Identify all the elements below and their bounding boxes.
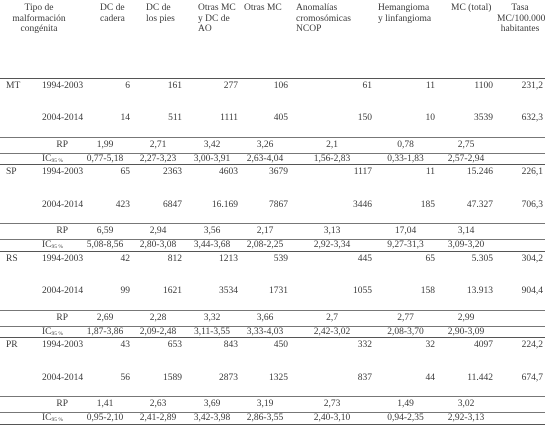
ic-value: 2,40-3,10 [290, 413, 374, 425]
rp-row [0, 310, 545, 326]
ic-subscript: 95 % [51, 417, 63, 424]
rp-value: 1,99 [78, 137, 132, 153]
ic-row [0, 326, 545, 338]
header-col-2: DC de los pies [132, 0, 184, 78]
value-cell: 11 [425, 167, 436, 178]
ic-label [40, 240, 78, 252]
value-cell: 445 [357, 253, 373, 264]
empty-cell [0, 224, 40, 240]
empty-cell [495, 224, 545, 240]
empty-cell [0, 413, 40, 425]
value-cell: 150 [357, 113, 373, 123]
value-cell: 3679 [269, 167, 289, 178]
ic-value: 2,27-3,23 [132, 153, 184, 165]
rp-value: 3,19 [240, 397, 290, 413]
empty-cell [0, 326, 40, 338]
ic-value: 2,41-2,89 [132, 413, 184, 425]
rp-value: 2,1 [290, 137, 374, 153]
value-cell: 158 [420, 286, 436, 297]
rp-value: 2,73 [290, 397, 374, 413]
ic-label [40, 413, 78, 425]
ic-value: 5,08-8,56 [78, 240, 132, 252]
header-col-4: Otras MC [240, 0, 290, 78]
value-cell: 332 [357, 340, 373, 351]
period-label: 1994-2003 [42, 340, 84, 351]
table-row [0, 338, 545, 367]
value-cell: 3539 [474, 113, 494, 123]
value-cell: 632,3 [521, 113, 544, 123]
value-cell: 450 [273, 340, 289, 351]
period-label: 2004-2014 [42, 372, 84, 383]
value-cell: 837 [357, 372, 373, 383]
rp-value: 1,41 [78, 397, 132, 413]
ic-value: 3,42-3,98 [184, 413, 240, 425]
table-body [0, 78, 545, 425]
value-cell: 6 [125, 80, 131, 91]
value-cell: 4097 [474, 340, 494, 351]
ic-value: 1,87-3,86 [78, 326, 132, 338]
period-label: 2004-2014 [42, 113, 84, 123]
ic-value: 3,09-3,20 [437, 240, 495, 252]
value-cell: 653 [167, 340, 183, 351]
ic-value: 1,56-2,83 [290, 153, 374, 165]
rp-value: 2,94 [132, 224, 184, 240]
value-cell: 161 [167, 80, 183, 91]
value-cell: 61 [362, 80, 373, 91]
rp-value: 17,04 [374, 224, 437, 240]
rp-value: 2,71 [132, 137, 184, 153]
rp-value: 6,59 [78, 224, 132, 240]
table-row [0, 280, 545, 310]
value-cell: 1213 [219, 253, 239, 264]
value-cell: 304,2 [521, 253, 544, 264]
value-cell: 423 [115, 199, 131, 210]
ic-value: 0,95-2,10 [78, 413, 132, 425]
region-label: SP [6, 167, 17, 178]
ic-value: 2,92-3,34 [290, 240, 374, 252]
table-row [0, 194, 545, 224]
value-cell: 185 [420, 199, 436, 210]
ic-subscript: 95 % [51, 157, 63, 164]
period-label: 1994-2003 [42, 253, 84, 264]
value-cell: 99 [120, 286, 131, 297]
value-cell: 1111 [220, 113, 239, 123]
ic-text: IC [42, 413, 52, 424]
header-col-8: Tasa MC/100.000 habitantes [495, 0, 545, 78]
ic-value: 0,94-2,35 [374, 413, 437, 425]
empty-cell [0, 397, 40, 413]
value-cell: 539 [273, 253, 289, 264]
header-type: Tipo de malformación congénita [0, 0, 78, 78]
header-col-5: Anomalías cromosómicas NCOP [290, 0, 374, 78]
rp-value: 2,28 [132, 310, 184, 326]
ic-label [40, 326, 78, 338]
region-label: PR [6, 340, 18, 351]
ic-value: 0,77-5,18 [78, 153, 132, 165]
ic-value: 2,86-3,55 [240, 413, 290, 425]
ic-value: 2,08-2,25 [240, 240, 290, 252]
value-cell: 1325 [269, 372, 289, 383]
ic-text: IC [42, 153, 52, 164]
ic-value: 2,90-3,09 [437, 326, 495, 338]
ic-label [40, 153, 78, 165]
rp-value: 3,69 [184, 397, 240, 413]
rp-value: 1,49 [374, 397, 437, 413]
value-cell: 1055 [353, 286, 373, 297]
rp-value: 3,32 [184, 310, 240, 326]
period-label: 2004-2014 [42, 286, 84, 297]
value-cell: 4603 [219, 167, 239, 178]
value-cell: 1731 [269, 286, 289, 297]
empty-cell [495, 397, 545, 413]
value-cell: 7867 [269, 199, 289, 210]
value-cell: 43 [120, 340, 131, 351]
header-col-6: Hemangioma y linfangioma [374, 0, 437, 78]
value-cell: 11 [425, 80, 436, 91]
region-label: MT [6, 80, 21, 91]
value-cell: 106 [273, 80, 289, 91]
empty-cell [0, 153, 40, 165]
rp-value: 0,78 [374, 137, 437, 153]
rp-value: 3,56 [184, 224, 240, 240]
ic-subscript: 95 % [51, 244, 63, 251]
value-cell: 13.913 [466, 286, 494, 297]
empty-cell [495, 240, 545, 252]
ic-value: 3,44-3,68 [184, 240, 240, 252]
ic-value: 9,27-31,3 [374, 240, 437, 252]
ic-value: 2,57-2,94 [437, 153, 495, 165]
rp-row [0, 397, 545, 413]
table-row [0, 107, 545, 137]
ic-value: 2,92-3,13 [437, 413, 495, 425]
ic-value: 2,80-3,08 [132, 240, 184, 252]
table-row [0, 165, 545, 194]
rp-value: 3,42 [184, 137, 240, 153]
rp-label: RP [40, 137, 78, 153]
period-label: 1994-2003 [42, 167, 84, 178]
ic-value: 3,33-4,03 [240, 326, 290, 338]
value-cell: 674,7 [521, 372, 544, 383]
rp-value: 3,02 [437, 397, 495, 413]
header-col-1: DC de cadera [78, 0, 132, 78]
ic-row [0, 240, 545, 252]
rp-label: RP [40, 310, 78, 326]
period-label: 1994-2003 [42, 80, 84, 91]
value-cell: 44 [425, 372, 436, 383]
rp-value: 3,26 [240, 137, 290, 153]
empty-cell [0, 240, 40, 252]
value-cell: 11.442 [467, 372, 494, 383]
value-cell: 2363 [163, 167, 183, 178]
rp-value: 3,13 [290, 224, 374, 240]
value-cell: 14 [120, 113, 131, 123]
rp-value: 2,63 [132, 397, 184, 413]
value-cell: 65 [425, 253, 436, 264]
value-cell: 843 [223, 340, 239, 351]
ic-row [0, 153, 545, 165]
value-cell: 5.305 [471, 253, 494, 264]
table-row [0, 367, 545, 397]
value-cell: 47.327 [466, 199, 494, 210]
rp-value: 3,14 [437, 224, 495, 240]
ic-value: 0,33-1,83 [374, 153, 437, 165]
table-row [0, 251, 545, 280]
rp-value: 3,66 [240, 310, 290, 326]
value-cell: 65 [120, 167, 131, 178]
header-row [0, 0, 545, 78]
ic-value: 2,08-3,70 [374, 326, 437, 338]
value-cell: 2873 [219, 372, 239, 383]
table-row [0, 78, 545, 107]
region-label: RS [6, 253, 18, 264]
value-cell: 224,2 [521, 340, 544, 351]
value-cell: 15.246 [466, 167, 494, 178]
value-cell: 1117 [353, 167, 373, 178]
value-cell: 231,2 [521, 80, 544, 91]
rp-row [0, 224, 545, 240]
ic-value: 3,00-3,91 [184, 153, 240, 165]
value-cell: 511 [168, 113, 183, 123]
ic-text: IC [42, 326, 52, 337]
empty-cell [0, 310, 40, 326]
empty-cell [495, 310, 545, 326]
value-cell: 3446 [353, 199, 373, 210]
header-col-3: Otras MC y DC de AO [184, 0, 240, 78]
value-cell: 3534 [219, 286, 239, 297]
ic-text: IC [42, 240, 52, 251]
value-cell: 16.169 [211, 199, 239, 210]
value-cell: 277 [223, 80, 239, 91]
value-cell: 904,4 [521, 286, 544, 297]
value-cell: 56 [120, 372, 131, 383]
rp-row [0, 137, 545, 153]
value-cell: 10 [425, 113, 436, 123]
empty-cell [495, 326, 545, 338]
empty-cell [495, 413, 545, 425]
value-cell: 226,1 [521, 167, 544, 178]
value-cell: 6847 [163, 199, 183, 210]
rp-label: RP [40, 224, 78, 240]
value-cell: 32 [425, 340, 436, 351]
ic-value: 2,09-2,48 [132, 326, 184, 338]
ic-subscript: 95 % [51, 330, 63, 337]
value-cell: 1589 [163, 372, 183, 383]
value-cell: 405 [273, 113, 289, 123]
period-label: 2004-2014 [42, 199, 84, 210]
empty-cell [0, 137, 40, 153]
ic-value: 2,63-4,04 [240, 153, 290, 165]
value-cell: 812 [167, 253, 183, 264]
rp-value: 2,99 [437, 310, 495, 326]
value-cell: 1100 [474, 80, 494, 91]
rp-value: 2,17 [240, 224, 290, 240]
rp-value: 2,7 [290, 310, 374, 326]
ic-value: 3,11-3,55 [184, 326, 240, 338]
rp-value: 2,77 [374, 310, 437, 326]
ic-value: 2,42-3,02 [290, 326, 374, 338]
rp-value: 2,75 [437, 137, 495, 153]
rp-value: 2,69 [78, 310, 132, 326]
empty-cell [495, 153, 545, 165]
value-cell: 1621 [163, 286, 183, 297]
empty-cell [495, 137, 545, 153]
rp-label: RP [40, 397, 78, 413]
ic-row [0, 413, 545, 425]
header-col-7: MC (total) [437, 0, 495, 78]
value-cell: 42 [120, 253, 131, 264]
value-cell: 706,3 [521, 199, 544, 210]
